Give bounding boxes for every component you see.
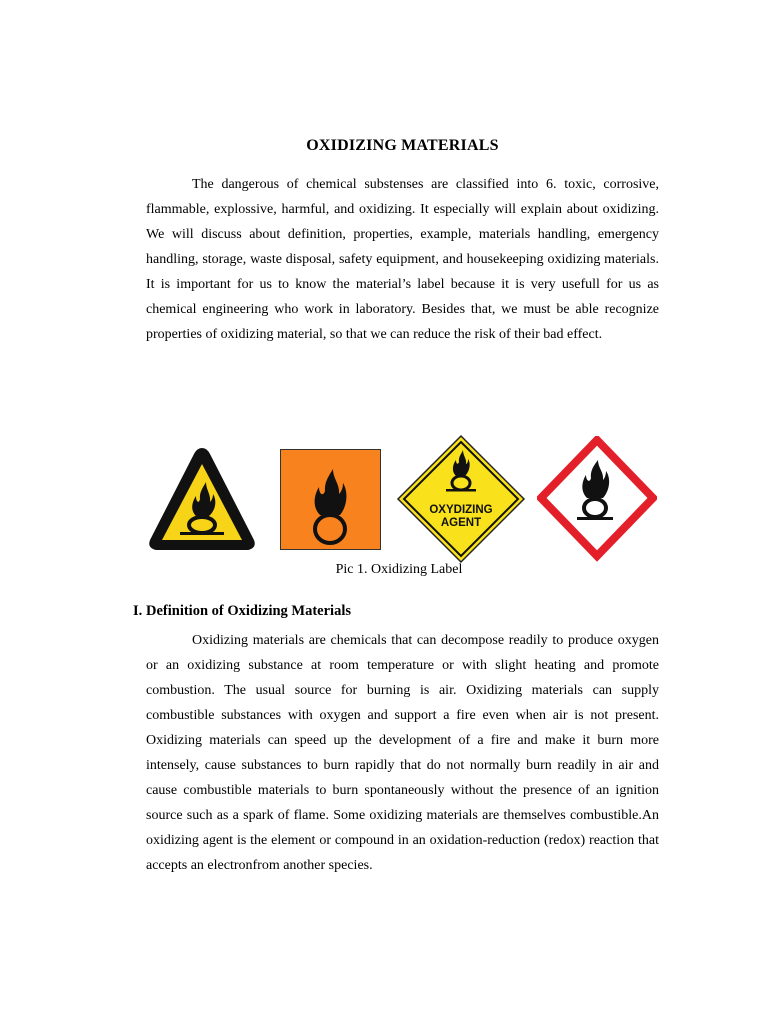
definition-paragraph-text: Oxidizing materials are chemicals that can decompose readily to produce oxygen or an oxidizing substance at room temperature or with slight heating and promote combustion. The usual source for burning is air. Oxidizing materials can supply combustible substances with oxygen and support a fire even when air is not present. Oxidizing materials can speed up the development of a fire and make it burn more intensely, cause substances to burn rapidly that do not normally burn readily in air and cause combustible materials to burn spontaneously without the presence of an ignition source such as a spark of flame. Some oxidizing materials are themselves combustible.An oxidizing agent is the element or compound in an oxidation-reduction (redox) reaction that accepts an electronfrom another species. [146,633,659,873]
section-heading-text: Definition of Oxidizing Materials [146,603,351,619]
figure-caption: Pic 1. Oxidizing Label [335,562,463,577]
section-number: I. [133,603,143,619]
intro-paragraph-text: The dangerous of chemical substenses are classified into 6. toxic, corrosive, flammable, explossive, harmful, and oxidizing. It especially will explain about oxidizing. We will discuss about definition, properties, example, materials handling, emergency handling, storage, waste disposal, safety equipment, and housekeeping oxidizing materials. It is important for us to know the material’s label because it is very usefull for us as chemical engineering who work in laboratory. Besides that, we must be able recognize properties of oxidizing material, so that we can reduce the risk of their bad effect. [146,177,659,342]
oxidizing-agent-label-line2: AGENT [440,517,482,529]
oxidizing-labels-figure [0,434,768,554]
document-title: OXIDIZING MATERIALS [306,137,499,154]
oxidizing-agent-label-line1: OXYDIZING [429,504,493,516]
definition-paragraph [146,628,659,878]
ghs-red-diamond-flame-over-circle-icon [537,436,657,562]
intro-paragraph [146,172,659,347]
yellow-diamond-oxidizing-agent-icon [396,434,526,564]
yellow-triangle-flame-over-circle-icon [146,444,258,554]
section-heading [133,603,351,620]
orange-square-flame-over-circle-icon [280,449,381,550]
